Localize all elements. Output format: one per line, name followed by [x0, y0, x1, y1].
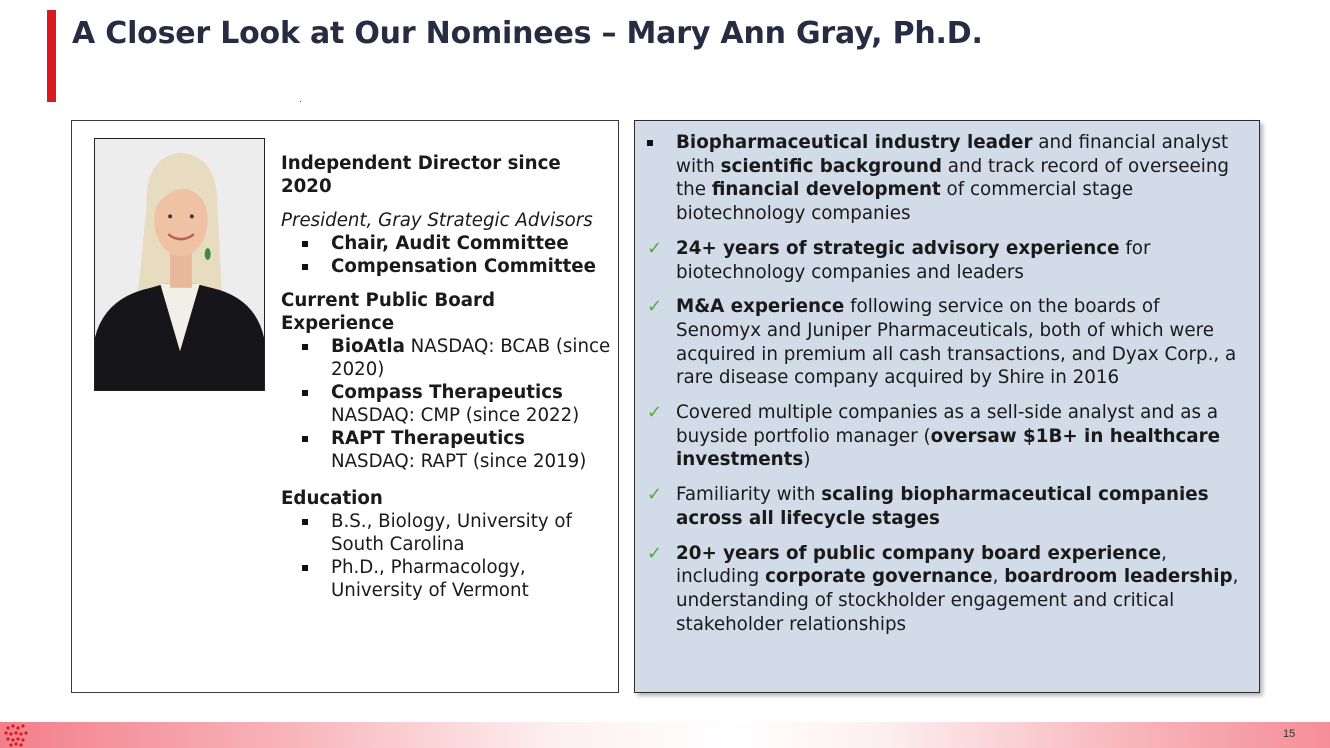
committee-item: Chair, Audit Committee: [281, 232, 611, 255]
highlight-item: Biopharmaceutical industry leader and financial analyst with scientific background and track record of overseeing the financial development of commercial stage biotechnology companies: [643, 131, 1249, 226]
highlights-list: [643, 131, 1249, 647]
page-number: 15: [1283, 728, 1296, 740]
company-logo-icon: [2, 723, 30, 747]
current-role: President, Gray Strategic Advisors: [281, 210, 593, 231]
education-item: Ph.D., Pharmacology, University of Vermont: [281, 556, 611, 602]
director-since: Independent Director since 2020: [281, 153, 561, 197]
portrait-photo: [94, 138, 265, 391]
square-bullet-icon: [647, 140, 653, 146]
check-icon: ✓: [647, 542, 663, 564]
check-icon: ✓: [647, 484, 663, 506]
highlight-item: ✓ Familiarity with scaling biopharmaceutical companies across all lifecycle stages: [647, 484, 1209, 529]
highlight-item: ✓ 20+ years of public company board experience, including corporate governance, boardroom leadership, understanding of stockholder engagement and critical stakeholder relationships: [647, 542, 1239, 635]
check-icon: ✓: [647, 402, 663, 424]
decorative-dot: [300, 101, 301, 102]
highlights-panel: [634, 120, 1260, 693]
education-heading: Education: [281, 488, 383, 509]
highlight-item: ✓ M&A experience following service on the boards of Senomyx and Juniper Pharmaceuticals, both of which were acquired in premium all cash transactions, and Dyax Corp., a rare disease company acquired by Shire in 2016: [647, 296, 1237, 389]
board-item: RAPT Therapeutics NASDAQ: RAPT (since 2019): [281, 427, 611, 473]
highlight-item: ✓ Covered multiple companies as a sell-side analyst and as a buyside portfolio manager (oversaw $1B+ in healthcare investments): [647, 402, 1221, 471]
highlight-item: ✓ 24+ years of strategic advisory experience for biotechnology companies and leaders: [647, 237, 1151, 283]
boards-heading: Current Public Board Experience: [281, 290, 496, 334]
slide-title: A Closer Look at Our Nominees – Mary Ann Gray, Ph.D.: [72, 16, 983, 51]
profile-text: [281, 152, 611, 602]
education-item: B.S., Biology, University of South Carolina: [281, 510, 611, 556]
profile-card: [71, 120, 619, 693]
board-item: Compass Therapeutics NASDAQ: CMP (since 2022): [281, 381, 611, 427]
committee-list: [281, 232, 611, 278]
check-icon: ✓: [647, 296, 663, 318]
committee-item: Compensation Committee: [281, 255, 611, 278]
footer-band: [0, 722, 1330, 748]
check-icon: ✓: [647, 237, 663, 259]
education-list: [281, 510, 611, 602]
board-list: [281, 335, 611, 473]
title-accent-bar: [47, 10, 56, 102]
board-item: BioAtla NASDAQ: BCAB (since 2020): [281, 335, 611, 381]
